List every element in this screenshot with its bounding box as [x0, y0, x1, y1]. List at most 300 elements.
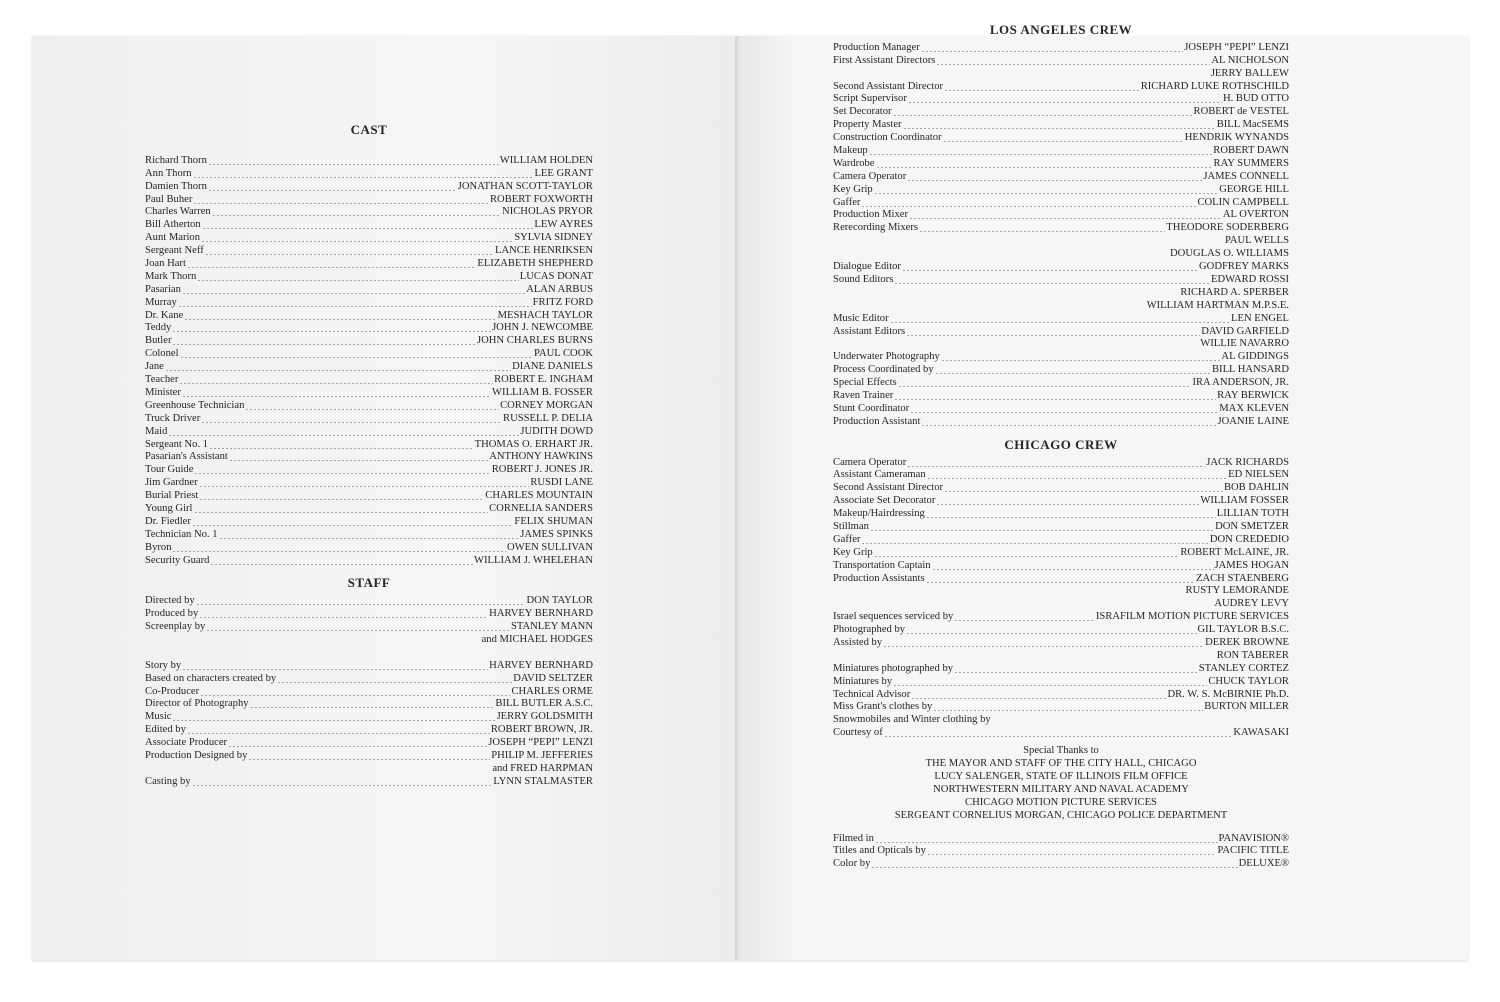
credit-role: Rerecording Mixers	[833, 222, 919, 234]
credit-role: Assistant Editors	[833, 325, 906, 337]
credit-name: ISRAFILM MOTION PICTURE SERVICES	[1095, 611, 1289, 623]
credit-name: PAUL WELLS	[1224, 235, 1289, 247]
credit-name: STANLEY CORTEZ	[1198, 662, 1289, 674]
credit-row	[145, 284, 593, 297]
credit-name: JAMES CONNELL	[1203, 170, 1289, 182]
credit-row	[833, 689, 1289, 702]
credit-role: Co-Producer	[145, 685, 200, 697]
credit-row	[145, 361, 593, 374]
credit-role: Music	[145, 711, 172, 723]
credit-role: Stunt Coordinator	[833, 402, 910, 414]
credit-name: HENDRIK WYNANDS	[1184, 132, 1289, 144]
credit-name: ALAN ARBUS	[526, 283, 593, 295]
thanks-line: LUCY SALENGER, STATE OF ILLINOIS FILM OFFICE	[934, 770, 1188, 782]
credit-row	[833, 714, 1289, 727]
credit-row	[833, 547, 1289, 560]
leader-dots	[172, 542, 505, 555]
credit-role: Richard Thorn	[145, 154, 207, 166]
leader-dots	[911, 689, 1166, 702]
credit-role: Based on characters created by	[145, 672, 277, 684]
credit-name: MESHACH TAYLOR	[497, 309, 593, 321]
leader-dots	[172, 335, 476, 348]
credit-row	[145, 374, 593, 387]
credit-role: Property Master	[833, 119, 902, 131]
credit-row	[833, 585, 1289, 598]
credit-name: ED NIELSEN	[1228, 469, 1289, 481]
credit-name: JERRY GOLDSMITH	[496, 711, 593, 723]
credit-row	[833, 624, 1289, 637]
credit-name: HARVEY BERNHARD	[489, 659, 593, 671]
credit-name: BILL BUTLER A.S.C.	[495, 698, 593, 710]
credit-role: Colonel	[145, 348, 179, 360]
credit-name: IRA ANDERSON, JR.	[1192, 377, 1289, 389]
credit-name: CHARLES ORME	[511, 685, 593, 697]
credit-name: JACK RICHARDS	[1206, 456, 1289, 468]
leader-dots	[172, 322, 491, 335]
credit-name: BILL MacSEMS	[1216, 119, 1289, 131]
credit-row	[145, 621, 593, 634]
leader-dots	[201, 413, 502, 426]
credit-row	[833, 611, 1289, 624]
credit-role: Produced by	[145, 608, 199, 620]
credit-role: Stillman	[833, 520, 869, 532]
credit-role: Paul Buher	[145, 193, 193, 205]
leader-dots	[890, 313, 1230, 326]
credit-name: DON TAYLOR	[526, 595, 593, 607]
leader-dots	[199, 477, 530, 490]
leader-dots	[861, 197, 1196, 210]
credit-role: Dr. Fiedler	[145, 515, 191, 527]
credit-row	[145, 464, 593, 477]
credit-row	[833, 663, 1289, 676]
credit-name: JOHN J. NEWCOMBE	[492, 322, 593, 334]
credit-name: RAY SUMMERS	[1213, 157, 1289, 169]
cast-staff-column	[145, 124, 593, 789]
leader-dots	[926, 573, 1195, 586]
credit-row	[833, 377, 1289, 390]
leader-dots	[193, 168, 534, 181]
credit-role: Makeup/Hairdressing	[833, 508, 925, 520]
leader-dots	[907, 457, 1205, 470]
credit-role: Dialogue Editor	[833, 261, 901, 273]
credit-name: JERRY BALLEW	[1210, 67, 1289, 79]
credit-name: BILL HANSARD	[1211, 364, 1289, 376]
credit-role: Gaffer	[833, 196, 861, 208]
credit-row	[145, 673, 593, 686]
credit-role: Damien Thorn	[145, 180, 207, 192]
credit-row	[145, 490, 593, 503]
credit-role: Second Assistant Director	[833, 482, 944, 494]
chicago-crew-heading: CHICAGO CREW	[1004, 436, 1118, 452]
leader-dots	[936, 495, 1199, 508]
credit-row	[833, 68, 1289, 81]
credit-role: Construction Coordinator	[833, 132, 942, 144]
leader-dots	[182, 284, 525, 297]
credit-role: Key Grip	[833, 183, 873, 195]
leader-dots	[245, 400, 499, 413]
credit-name: LYNN STALMASTER	[493, 775, 593, 787]
credit-role: Sergeant No. 1	[145, 438, 209, 450]
credit-row	[145, 686, 593, 699]
leader-dots	[250, 698, 495, 711]
credit-name: EDWARD ROSSI	[1211, 273, 1289, 285]
credit-role: Underwater Photography	[833, 351, 940, 363]
credit-row	[145, 297, 593, 310]
leader-dots	[894, 274, 1210, 287]
leader-dots	[197, 271, 518, 284]
leader-dots	[205, 245, 494, 258]
credit-name: ZACH STAENBERG	[1195, 572, 1289, 584]
credit-name: CHARLES MOUNTAIN	[485, 490, 593, 502]
leader-dots	[870, 521, 1214, 534]
credit-row	[833, 495, 1289, 508]
credit-role: Israel sequences serviced by	[833, 611, 954, 623]
credit-row	[833, 184, 1289, 197]
thanks-line: NORTHWESTERN MILITARY AND NAVAL ACADEMY	[933, 783, 1189, 795]
credit-row	[833, 119, 1289, 132]
credit-row	[833, 274, 1289, 287]
credit-name: THOMAS O. ERHART JR.	[474, 438, 593, 450]
credit-name: and MICHAEL HODGES	[481, 633, 593, 645]
credit-name: LEE GRANT	[534, 167, 593, 179]
credit-role: Minister	[145, 386, 181, 398]
credit-role: Production Assistants	[833, 572, 925, 584]
credit-row	[833, 534, 1289, 547]
credit-name: RAY BERWICK	[1217, 389, 1289, 401]
credit-role: Miniatures by	[833, 675, 893, 687]
credit-role: Technician No. 1	[145, 528, 218, 540]
leader-dots	[926, 508, 1216, 521]
credit-name: FRITZ FORD	[532, 296, 593, 308]
credit-row	[833, 508, 1289, 521]
leader-dots	[210, 555, 473, 568]
credit-row	[145, 310, 593, 323]
credit-name: KAWASAKI	[1233, 727, 1289, 739]
credit-row	[833, 248, 1289, 261]
credit-role: Casting by	[145, 775, 191, 787]
credit-row	[145, 155, 593, 168]
credit-name: RUSDI LANE	[530, 477, 593, 489]
leader-dots	[212, 206, 501, 219]
credit-name: AL OVERTON	[1222, 209, 1289, 221]
credit-name: LANCE HENRIKSEN	[495, 245, 593, 257]
credit-row	[145, 206, 593, 219]
credit-name: JOANIE LAINE	[1217, 415, 1289, 427]
credit-row	[145, 763, 593, 776]
leader-dots	[200, 686, 510, 699]
leader-dots	[933, 701, 1203, 714]
credit-row	[833, 469, 1289, 482]
leader-dots	[172, 711, 495, 724]
credit-name: CHUCK TAYLOR	[1208, 675, 1289, 687]
credit-row	[833, 416, 1289, 429]
leader-dots	[936, 55, 1210, 68]
credit-name: ROBERT FOXWORTH	[489, 193, 593, 205]
credit-role: Story by	[145, 659, 182, 671]
la-crew-heading: LOS ANGELES CREW	[989, 22, 1133, 37]
leader-dots	[202, 219, 534, 232]
credit-role: Transportation Captain	[833, 559, 931, 571]
credit-role: Associate Set Decorator	[833, 495, 936, 507]
credit-role: First Assistant Directors	[833, 54, 936, 66]
credit-role: Snowmobiles and Winter clothing by	[833, 714, 991, 726]
credit-row	[145, 335, 593, 348]
leader-dots	[168, 426, 519, 439]
leader-dots	[192, 516, 514, 529]
credit-role: Truck Driver	[145, 412, 201, 424]
credit-name: WILLIAM B. FOSSER	[492, 386, 593, 398]
credit-row	[833, 81, 1289, 94]
leader-dots	[199, 490, 484, 503]
cast-heading: CAST	[350, 122, 388, 137]
credit-name: RON TABERER	[1216, 649, 1289, 661]
credit-row	[833, 482, 1289, 495]
credit-row	[833, 106, 1289, 119]
credit-name: WILLIAM FOSSER	[1200, 495, 1289, 507]
credit-row	[833, 701, 1289, 714]
credit-name: MAX KLEVEN	[1219, 402, 1289, 414]
credit-name: WILLIAM HARTMAN M.P.S.E.	[1146, 299, 1289, 311]
credit-row	[833, 132, 1289, 145]
credit-row	[833, 326, 1289, 339]
leader-dots	[869, 145, 1213, 158]
credit-row	[145, 168, 593, 181]
page-fold	[735, 36, 738, 960]
credit-name: ROBERT J. JONES JR.	[491, 464, 593, 476]
credit-role: Second Assistant Director	[833, 80, 944, 92]
credit-name: DON CREDEDIO	[1209, 533, 1289, 545]
credit-name: JONATHAN SCOTT-TAYLOR	[457, 180, 593, 192]
credit-row	[145, 426, 593, 439]
credit-role: Script Supervisor	[833, 93, 907, 105]
leader-dots	[182, 387, 491, 400]
credit-role: Technical Advisor	[833, 688, 911, 700]
credit-name: PACIFIC TITLE	[1217, 845, 1289, 857]
credit-name: JOSEPH “PEPI” LENZI	[1184, 41, 1289, 53]
credit-role: Byron	[145, 541, 172, 553]
credit-name: ELIZABETH SHEPHERD	[477, 258, 593, 270]
credit-name: STANLEY MANN	[510, 621, 593, 633]
credit-role: Charles Warren	[145, 206, 211, 218]
credit-name: WILLIE NAVARRO	[1200, 338, 1289, 350]
credit-role: Mark Thorn	[145, 270, 197, 282]
leader-dots	[941, 351, 1221, 364]
leader-dots	[209, 439, 474, 452]
leader-dots	[180, 348, 533, 361]
credit-name: ROBERT de VESTEL	[1193, 106, 1289, 118]
credit-row	[833, 560, 1289, 573]
leader-dots	[219, 529, 520, 542]
staff-list	[145, 595, 593, 788]
leader-dots	[898, 377, 1192, 390]
leader-dots	[927, 469, 1227, 482]
credit-role: Makeup	[833, 145, 868, 157]
credit-row	[833, 598, 1289, 611]
leader-dots	[199, 608, 488, 621]
leader-dots	[861, 534, 1208, 547]
leader-dots	[907, 171, 1202, 184]
credit-name: H. BUD OTTO	[1222, 93, 1289, 105]
special-thanks-list	[833, 758, 1289, 823]
credit-role: Courtesy of	[833, 727, 883, 739]
credit-role: Assisted by	[833, 637, 883, 648]
credit-name: BOB DAHLIN	[1223, 482, 1289, 494]
credit-role: Edited by	[145, 724, 186, 736]
credit-name: ROBERT McLAINE, JR.	[1180, 546, 1289, 558]
credit-name: JOHN CHARLES BURNS	[477, 335, 593, 347]
credit-role: Raven Trainer	[833, 389, 894, 401]
credit-row	[833, 197, 1289, 210]
leader-dots	[228, 737, 487, 750]
credit-name: DIANE DANIELS	[512, 361, 593, 373]
credit-role: Teacher	[145, 374, 179, 386]
leader-dots	[208, 181, 457, 194]
credit-role: Associate Producer	[145, 737, 228, 749]
credit-row	[145, 387, 593, 400]
leader-dots	[893, 106, 1193, 119]
credit-row	[145, 232, 593, 245]
credit-role: Burial Priest	[145, 490, 199, 502]
credit-role: Sound Editors	[833, 273, 894, 285]
credit-row	[145, 516, 593, 529]
credit-row	[833, 287, 1289, 300]
leader-dots	[184, 310, 496, 323]
leader-dots	[903, 119, 1216, 132]
credit-role: Greenhouse Technician	[145, 399, 245, 411]
credit-name: LEN ENGEL	[1231, 312, 1289, 324]
credit-name: LEW AYRES	[534, 219, 593, 231]
credit-name: DON SMETZER	[1215, 520, 1289, 532]
leader-dots	[178, 297, 532, 310]
credit-role: Miniatures photographed by	[833, 662, 954, 674]
leader-dots	[182, 660, 488, 673]
leader-dots	[919, 222, 1165, 235]
credit-row	[145, 400, 593, 413]
credit-role: Pasarian	[145, 283, 181, 295]
credit-name: SYLVIA SIDNEY	[514, 232, 593, 244]
credit-role: Joan Hart	[145, 258, 186, 270]
credit-row	[833, 403, 1289, 416]
leader-dots	[883, 637, 1204, 650]
credit-row	[833, 300, 1289, 313]
credit-row	[145, 647, 593, 660]
leader-dots	[871, 858, 1237, 871]
credit-role: Production Designed by	[145, 750, 248, 761]
credit-name: PANAVISION®	[1218, 832, 1289, 844]
credit-role: Sergeant Neff	[145, 245, 204, 257]
credit-row	[833, 351, 1289, 364]
credit-name: GODFREY MARKS	[1199, 261, 1289, 273]
leader-dots	[944, 81, 1140, 94]
cast-list	[145, 155, 593, 568]
thanks-line: THE MAYOR AND STAFF OF THE CITY HALL, CHICAGO	[925, 758, 1197, 770]
credit-name: NICHOLAS PRYOR	[502, 206, 593, 218]
credit-name: DOUGLAS O. WILLIAMS	[1170, 248, 1289, 260]
credit-role: Young Girl	[145, 502, 193, 514]
credit-role: Gaffer	[833, 533, 861, 545]
credit-role: Photographed by	[833, 624, 906, 636]
credit-name: AL NICHOLSON	[1211, 54, 1289, 66]
credit-role: Maid	[145, 425, 168, 437]
credit-name: RICHARD LUKE ROTHSCHILD	[1140, 80, 1289, 92]
credit-name: CORNEY MORGAN	[500, 399, 593, 411]
credit-name: DAVID GARFIELD	[1201, 325, 1289, 337]
credit-name: GIL TAYLOR B.S.C.	[1197, 624, 1289, 636]
credit-role: Teddy	[145, 322, 172, 334]
credit-row	[833, 521, 1289, 534]
credit-name: AL GIDDINGS	[1221, 351, 1289, 363]
credit-row	[145, 413, 593, 426]
credit-row	[833, 235, 1289, 248]
credit-role: Production Assistant	[833, 415, 921, 427]
leader-dots	[927, 845, 1217, 858]
credit-role: Tour Guide	[145, 464, 194, 476]
leader-dots	[201, 232, 513, 245]
credit-name: JOSEPH “PEPI” LENZI	[488, 737, 593, 749]
credit-role: Murray	[145, 296, 177, 308]
credit-role: Camera Operator	[833, 456, 907, 468]
leader-dots	[906, 326, 1200, 339]
staff-heading: STAFF	[347, 575, 391, 591]
credit-row	[145, 660, 593, 673]
credit-row	[833, 650, 1289, 663]
credit-row	[833, 676, 1289, 689]
credit-row	[833, 727, 1289, 740]
credit-row	[145, 595, 593, 608]
thanks-line: SERGEANT CORNELIUS MORGAN, CHICAGO POLICE DEPARTMENT	[894, 809, 1228, 821]
credit-name: WILLIAM HOLDEN	[499, 154, 593, 166]
crew-column	[833, 24, 1289, 871]
credit-row	[833, 637, 1289, 650]
leader-dots	[208, 155, 499, 168]
credit-role: Wardrobe	[833, 157, 875, 169]
credit-role: Security Guard	[145, 554, 210, 566]
credit-row	[833, 390, 1289, 403]
credit-row	[145, 477, 593, 490]
credit-row	[145, 750, 593, 763]
credit-role: Music Editor	[833, 312, 889, 324]
credit-name: AUDREY LEVY	[1214, 598, 1289, 610]
credit-row	[145, 529, 593, 542]
credit-role: Key Grip	[833, 546, 873, 558]
credit-row	[145, 181, 593, 194]
leader-dots	[893, 676, 1207, 689]
credit-row	[833, 457, 1289, 470]
credit-name: ROBERT DAWN	[1213, 145, 1289, 157]
credit-role: Color by	[833, 858, 871, 870]
credit-name: LILLIAN TOTH	[1216, 508, 1289, 520]
leader-dots	[894, 390, 1216, 403]
credit-row	[833, 573, 1289, 586]
credit-row	[145, 555, 593, 568]
leader-dots	[192, 776, 493, 789]
credit-row	[833, 42, 1289, 55]
credit-row	[145, 542, 593, 555]
credit-row	[145, 503, 593, 516]
leader-dots	[874, 184, 1219, 197]
credit-name: ROBERT BROWN, JR.	[490, 724, 593, 736]
credit-name: WILLIAM J. WHELEHAN	[474, 554, 593, 566]
credit-row	[833, 158, 1289, 171]
credit-row	[833, 93, 1289, 106]
credit-name: ROBERT E. INGHAM	[494, 374, 593, 386]
credit-name: RICHARD A. SPERBER	[1180, 286, 1289, 298]
leader-dots	[909, 209, 1222, 222]
credit-role: Miss Grant's clothes by	[833, 701, 933, 713]
credit-role: Jane	[145, 361, 164, 373]
thanks-line: CHICAGO MOTION PICTURE SERVICES	[965, 796, 1157, 808]
credit-row	[145, 608, 593, 621]
